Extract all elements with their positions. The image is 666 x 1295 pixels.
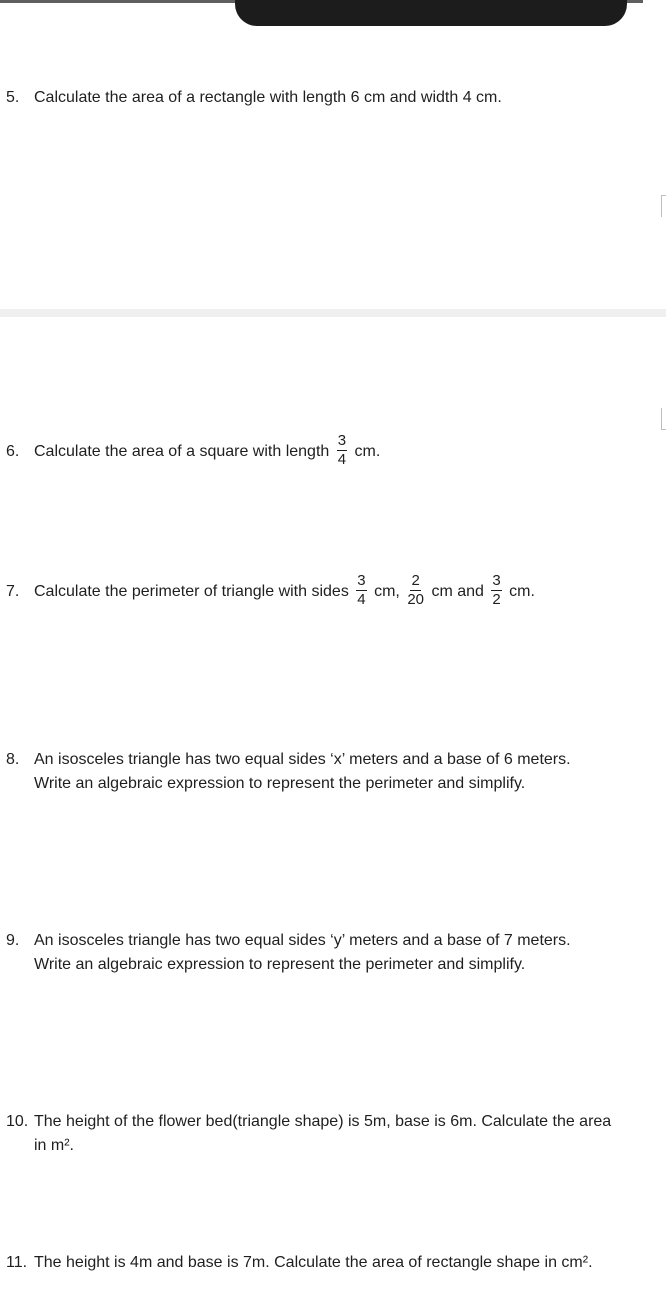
question-number: 6.	[6, 443, 20, 460]
question-text: Calculate the area of a rectangle with length 6 cm and width 4 cm.	[34, 89, 502, 106]
question-10	[6, 1110, 662, 1158]
fraction-1	[356, 573, 366, 608]
question-text	[34, 748, 662, 796]
question-number: 7.	[6, 583, 20, 600]
question-text-before: Calculate the area of a square with length	[34, 443, 330, 460]
fraction-numerator: 3	[357, 572, 366, 590]
question-line-1: An isosceles triangle has two equal sides ‘y’ meters and a base of 7 meters.	[34, 932, 571, 949]
question-6	[6, 433, 662, 471]
page-corner-mark-bottom	[661, 408, 666, 430]
question-9	[6, 929, 662, 977]
question-text	[34, 433, 662, 471]
question-text	[34, 573, 662, 611]
fraction-denominator: 4	[337, 451, 347, 469]
question-number: 5.	[6, 89, 20, 106]
fraction-2	[407, 573, 424, 608]
question-line-1: The height of the flower bed(triangle shape) is 5m, base is 6m. Calculate the area	[34, 1113, 612, 1130]
fraction-denominator: 20	[407, 591, 424, 609]
question-number: 10.	[6, 1113, 29, 1130]
separator-2: cm and	[431, 583, 484, 600]
question-line-2: in m².	[34, 1137, 74, 1154]
question-line-2: Write an algebraic expression to represent the perimeter and simplify.	[34, 956, 526, 973]
separator-1: cm,	[374, 583, 400, 600]
question-number: 8.	[6, 751, 20, 768]
fraction-numerator: 3	[337, 432, 347, 450]
fraction-denominator: 4	[357, 591, 366, 609]
question-line-2: Write an algebraic expression to represent the perimeter and simplify.	[34, 775, 526, 792]
question-text: The height is 4m and base is 7m. Calculate the area of rectangle shape in cm².	[34, 1254, 593, 1271]
question-8	[6, 748, 662, 796]
fraction	[337, 433, 347, 468]
fraction-denominator: 2	[492, 591, 501, 609]
question-text-after: cm.	[354, 443, 381, 460]
fraction-3	[491, 573, 501, 608]
fraction-numerator: 2	[411, 572, 420, 590]
question-text	[34, 1110, 662, 1158]
page-divider	[0, 309, 666, 317]
question-5	[6, 86, 662, 110]
question-text	[34, 929, 662, 977]
question-number: 9.	[6, 932, 20, 949]
question-line-1: An isosceles triangle has two equal sides ‘x’ meters and a base of 6 meters.	[34, 751, 571, 768]
question-text-after: cm.	[509, 583, 535, 600]
fraction-numerator: 3	[492, 572, 501, 590]
question-11	[6, 1251, 662, 1275]
page-corner-mark-top	[661, 195, 666, 217]
question-number: 11.	[6, 1254, 28, 1271]
question-text-before: Calculate the perimeter of triangle with sides	[34, 583, 349, 600]
top-overlay-bar	[235, 0, 627, 26]
question-7	[6, 573, 662, 611]
